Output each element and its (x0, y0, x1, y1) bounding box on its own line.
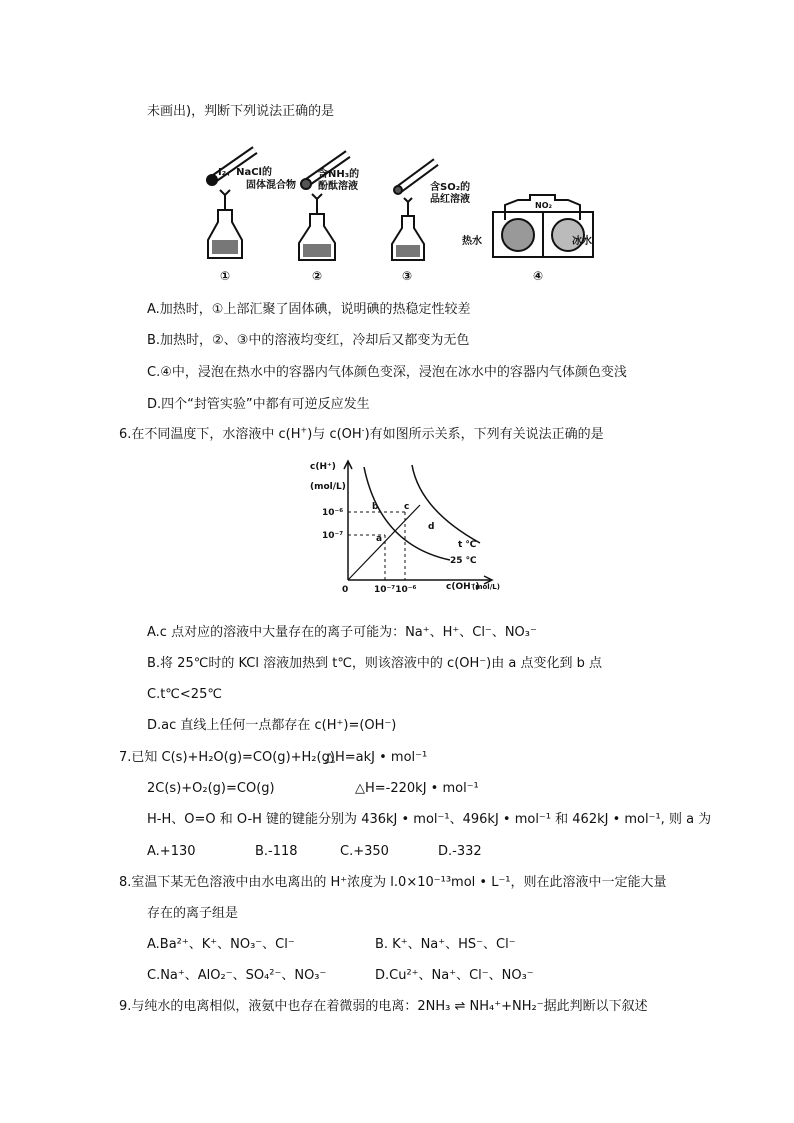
q6-option-a: A.c 点对应的溶液中大量存在的离子可能为：Na⁺、H⁺、Cl⁻、NO₃⁻ (147, 625, 537, 640)
graph-x-unit: (mol/L) (472, 583, 500, 591)
graph-y-label: c(H⁺) (310, 462, 336, 472)
fig-num-2: ② (312, 269, 323, 283)
graph-x-label: c(OH⁻) (446, 582, 480, 592)
fig-num-1: ① (220, 269, 231, 283)
q5-option-b: B.加热时，②、③中的溶液均变红，冷却后又都变为无色 (147, 333, 470, 348)
curve-t-label: t ℃ (458, 540, 477, 550)
fig-num-4: ④ (533, 269, 544, 283)
q9-stem: 9.与纯水的电离相似，液氨中也存在着微弱的电离：2NH₃ ⇌ NH₄⁺+NH₂⁻据此判断以下叙述 (119, 999, 648, 1014)
q5-option-c: C.④中，浸泡在热水中的容器内气体颜色变深，浸泡在冰水中的容器内气体颜色变浅 (147, 365, 627, 380)
fig-label-3b: 品红溶液 (430, 194, 470, 205)
fig-hot-water: 热水 (462, 236, 482, 247)
q7-bond-energies: H-H、O=O 和 O-H 键的键能分别为 436kJ • mol⁻¹、496kJ • mol⁻¹ 和 462kJ • mol⁻¹, 则 a 为 (147, 812, 712, 827)
fig-label-1b: 固体混合物 (246, 180, 296, 191)
q7-option-b: B.-118 (255, 844, 298, 859)
q7-delta-h-1: △H=akJ • mol⁻¹ (325, 750, 428, 765)
q7-option-c: C.+350 (340, 844, 389, 859)
fig-label-2: 含NH₃的 (318, 169, 360, 180)
q6-option-b: B.将 25℃时的 KCl 溶液加热到 t℃，则该溶液中的 c(OH⁻)由 a 点变化到 b 点 (147, 656, 602, 671)
graph-y-unit: (mol/L) (310, 482, 346, 492)
fig-no2-label: NO₂ (535, 201, 552, 210)
curve-25-label: 25 ℃ (450, 556, 477, 566)
fig-ice-water: 冰水 (572, 236, 592, 247)
point-a: a (376, 534, 383, 544)
q8-option-b: B. K⁺、Na⁺、HS⁻、Cl⁻ (375, 937, 516, 952)
q5-option-d: D.四个“封管实验”中都有可逆反应发生 (147, 397, 370, 412)
q8-stem: 8.室温下某无色溶液中由水电离出的 H⁺浓度为 l.0×10⁻¹³mol • L⁻¹，则在此溶液中一定能大量 (119, 875, 667, 890)
q7-option-a: A.+130 (147, 844, 196, 859)
q7-equation-1: 7.已知 C(s)+H₂O(g)=CO(g)+H₂(g) (119, 750, 335, 765)
tube-3 (392, 162, 436, 260)
q8-stem-2: 存在的离子组是 (147, 906, 239, 921)
fig-num-3: ③ (402, 269, 413, 283)
point-d: d (428, 522, 435, 532)
graph-y-tick-2: 10⁻⁷ (322, 531, 344, 541)
fig-label-2b: 酚酞溶液 (318, 181, 358, 192)
q6-option-d: D.ac 直线上任何一点都存在 c(H⁺)=(OH⁻) (147, 718, 397, 733)
q8-option-a: A.Ba²⁺、K⁺、NO₃⁻、Cl⁻ (147, 937, 295, 952)
point-b: b (372, 502, 379, 512)
q7-equation-2: 2C(s)+O₂(g)=CO(g) (147, 781, 275, 796)
q8-option-d: D.Cu²⁺、Na⁺、Cl⁻、NO₃⁻ (375, 968, 534, 983)
fig-label-1: I₂、NaCl的 (218, 167, 272, 178)
q8-option-c: C.Na⁺、AlO₂⁻、SO₄²⁻、NO₃⁻ (147, 968, 327, 983)
graph-y-tick-1: 10⁻⁶ (322, 508, 344, 518)
q5-option-a: A.加热时，①上部汇聚了固体碘，说明碘的热稳定性较差 (147, 302, 471, 317)
graph-x-ticks: 10⁻⁷10⁻⁶ (374, 585, 417, 595)
point-c: c (404, 502, 410, 512)
sealed-tube-experiment-figure (200, 140, 600, 290)
q6-stem: 6.在不同温度下，水溶液中 c(H+)与 c(OH-)有如图所示关系，下列有关说法正确的是 (119, 425, 604, 442)
q7-delta-h-2: △H=-220kJ • mol⁻¹ (355, 781, 479, 796)
fig-label-3: 含SO₂的 (430, 182, 471, 193)
q6-option-c: C.t℃<25℃ (147, 687, 222, 702)
graph-origin: 0 (342, 585, 349, 595)
q5-stem-continuation: 未画出)，判断下列说法正确的是 (147, 104, 335, 119)
q7-option-d: D.-332 (438, 844, 482, 859)
water-ionization-graph (300, 455, 500, 595)
